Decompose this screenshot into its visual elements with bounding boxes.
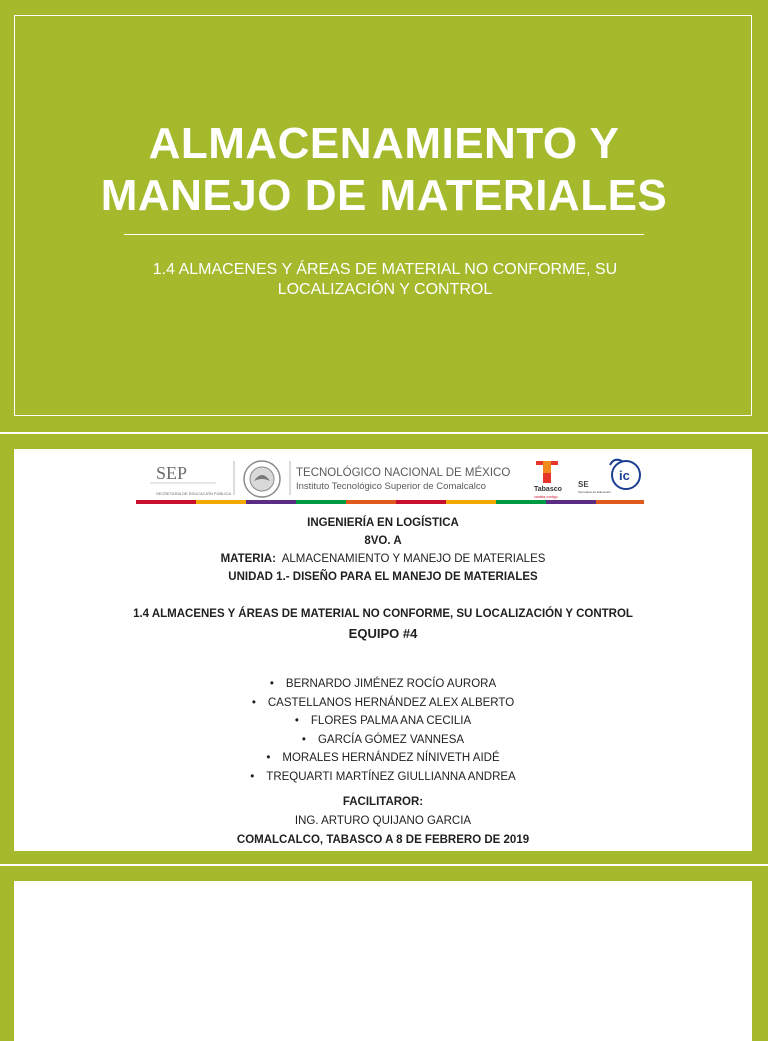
institution-logos — [136, 455, 644, 501]
cover-page-slide — [0, 434, 768, 864]
title-divider — [124, 234, 644, 235]
slide-subtitle — [40, 260, 730, 300]
subtitle-line-2: LOCALIZACIÓN Y CONTROL — [277, 281, 493, 298]
se-text: SE — [578, 480, 589, 489]
team-members-list — [14, 675, 752, 787]
svg-text:ic: ic — [619, 468, 630, 483]
se-subtext: Secretaría de Educación — [578, 490, 611, 494]
title-line-1: ALMACENAMIENTO Y — [148, 119, 620, 168]
unit-title: UNIDAD 1.- DISEÑO PARA EL MANEJO DE MATERIALES — [228, 571, 538, 583]
facilitator-name: ING. ARTURO QUIJANO GARCIA — [294, 815, 472, 827]
subtitle-line-1: 1.4 ALMACENES Y ÁREAS DE MATERIAL NO CONFORME, SU — [152, 261, 618, 278]
list-item: • GARCÍA GÓMEZ VANNESA — [301, 733, 465, 746]
list-item: • MORALES HERNÁNDEZ NÍNIVETH AIDÉ — [266, 752, 500, 765]
tecnm-subtitle: Instituto Tecnológico Superior de Comalcalco — [296, 481, 486, 492]
mexico-seal-icon — [244, 461, 280, 497]
decorative-color-band — [136, 500, 644, 504]
tabasco-text: Tabasco — [534, 486, 562, 493]
facilitator-label: FACILITAROR: — [342, 796, 424, 808]
itsc-logo-icon — [610, 460, 640, 489]
topic-title: 1.4 ALMACENES Y ÁREAS DE MATERIAL NO CONFORME, SU LOCALIZACIÓN Y CONTROL — [133, 608, 633, 620]
subject-line — [14, 552, 752, 566]
se-logo — [578, 480, 611, 494]
tecnm-logo — [296, 466, 510, 492]
slide-title — [14, 118, 754, 222]
cover-page — [14, 449, 752, 851]
place-date: COMALCALCO, TABASCO A 8 DE FEBRERO DE 2019 — [236, 834, 530, 846]
tabasco-logo — [534, 461, 562, 499]
blank-page — [14, 881, 752, 1041]
list-item: • CASTELLANOS HERNÁNDEZ ALEX ALBERTO — [251, 696, 515, 709]
sep-subtext: SECRETARÍA DE EDUCACIÓN PÚBLICA — [156, 491, 232, 496]
title-slide — [0, 0, 768, 432]
sep-logo — [150, 463, 231, 496]
list-item: • FLORES PALMA ANA CECILIA — [294, 715, 472, 728]
group-name: 8VO. A — [364, 535, 402, 547]
title-line-2: MANEJO DE MATERIALES — [100, 171, 668, 220]
list-item: • BERNARDO JIMÉNEZ ROCÍO AURORA — [269, 678, 497, 690]
tecnm-title: TECNOLÓGICO NACIONAL DE MÉXICO — [296, 467, 511, 479]
career-name: INGENIERÍA EN LOGÍSTICA — [307, 517, 459, 529]
tabasco-subtext: cambia contigo — [534, 495, 558, 499]
sep-text: SEP — [156, 463, 188, 483]
subject-value: ALMACENAMIENTO Y MANEJO DE MATERIALES — [281, 553, 546, 565]
subject-label: MATERIA: — [220, 553, 276, 565]
team-name: EQUIPO #4 — [348, 626, 418, 641]
blank-slide — [0, 866, 768, 1024]
list-item: • TREQUARTI MARTÍNEZ GIULLIANNA ANDREA — [250, 770, 516, 783]
